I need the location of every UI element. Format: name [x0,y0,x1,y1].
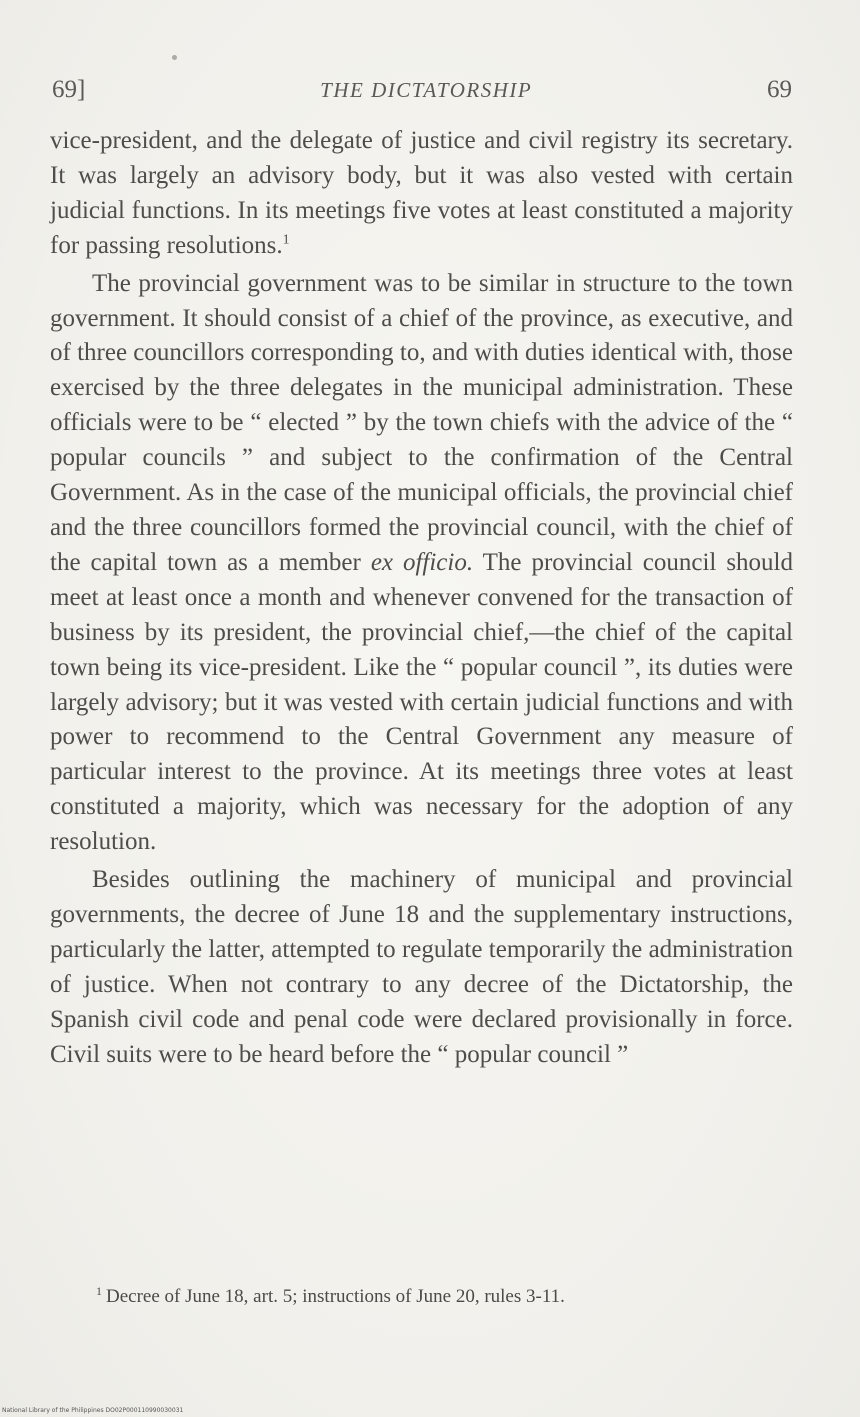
paper-speck [172,55,177,60]
footnote [96,1283,796,1308]
running-title: THE DICTATORSHIP [320,77,533,102]
paragraph-3 [50,863,793,1072]
paragraph-2-text: The provincial government was to be similar in structure to the town government. It should consist of a chief of the province, as executive, and of three councillors corresponding to, and with duties identical with, those exercised by the three delegates in the municipal administration. These officials were to be “ elected ” by the town chiefs with the advice of the “ popular councils ” and subject to the confirmation of the Central Government. As in the case of the municipal officials, the provincial chief and the three councillors formed the provincial council, with the chief of the capital town as a member [50,269,793,576]
footnote-reference: 1 [282,232,290,248]
page-number-right: 69 [767,76,792,103]
footnote-text: Decree of June 18, art. 5; instructions of June 20, rules 3-11. [106,1286,565,1307]
library-imprint: National Library of the Philippines DO02P000110990030031 [2,1407,184,1414]
page-number-left: 69] [52,76,86,103]
footnote-mark: 1 [96,1283,102,1298]
body-text [50,124,793,1072]
paragraph-2-italic: ex officio. [370,548,474,576]
paragraph-2 [50,267,793,860]
paragraph-1 [50,124,793,264]
paragraph-2-text-after: The provincial council should meet at least once a month and whenever convened for the transaction of business by its president, the provincial chief,—the chief of the capital town being its vice-president. Like the “ popular council ”, its duties were largely advisory; but it was vested with certain judicial functions and with power to recommend to the Central Government any measure of particular interest to the province. At its meetings three votes at least constituted a majority, which was necessary for the adoption of any resolution. [50,548,794,856]
paragraph-1-text: vice-president, and the delegate of justice and civil registry its secretary. It was largely an advisory body, but it was also vested with certain judicial functions. In its meetings five votes at least constituted a majority for passing resolutions. [50,127,793,259]
running-header [52,72,792,108]
paragraph-3-text: Besides outlining the machinery of municipal and provincial governments, the decree of June 18 and the supplementary instructions, particularly the latter, attempted to regulate temporarily the administration of justice. When not contrary to any decree of the Dictatorship, the Spanish civil code and penal code were declared provisionally in force. Civil suits were to be heard before the “ popular council ” [50,866,793,1068]
